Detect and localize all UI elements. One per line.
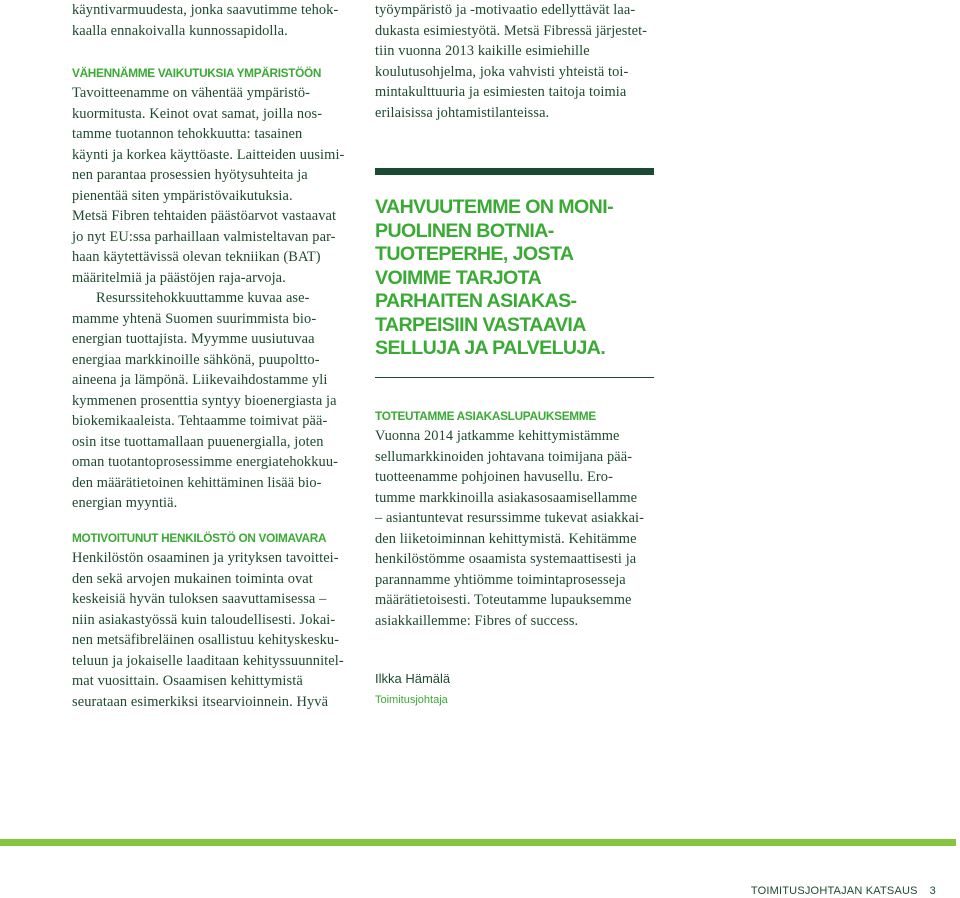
page-number: 3 [929, 885, 936, 897]
footer-bar [0, 839, 956, 846]
promise-section [375, 406, 644, 631]
text-line: tumme markkinoilla asiakasosaamisellamme [375, 489, 638, 506]
signature-block [375, 670, 450, 708]
pull-quote [375, 168, 654, 361]
pull-quote-top-rule [375, 168, 654, 175]
right-intro-paragraph [375, 0, 647, 123]
pull-quote-line: TUOTEPERHE, JOSTA [375, 243, 574, 265]
text-line: seurataan esimerkiksi itsearvioinnein. Hyvä [72, 693, 329, 710]
text-line: asiakkaillemme: Fibres of success. [375, 612, 579, 629]
pull-quote-line: SELLUJA JA PALVELUJA. [375, 337, 606, 359]
pull-quote-bottom-rule [375, 377, 654, 378]
text-line: erilaisissa johtamistilanteissa. [375, 104, 550, 121]
text-line: mintakulttuuria ja esimiesten taitoja toimia [375, 84, 627, 100]
text-line: kuormitusta. Keinot ovat samat, joilla nos- [72, 105, 323, 122]
text-line: den liiketoiminnan kehittymistä. Kehitämme [375, 530, 637, 547]
text-line: tuotteenamme pohjoinen havusellu. Ero- [375, 469, 613, 485]
text-line: nen parantaa prosessien hyötysuhteita ja [72, 167, 308, 183]
text-line: määritelmiä ja päästöjen raja-arvoja. [72, 269, 286, 286]
text-line: energiaa markkinoille sähkönä, puupoltto- [72, 351, 320, 368]
text-line: koulutusohjelma, joka vahvisti yhteistä toi- [375, 63, 629, 80]
text-line: tiin vuonna 2013 kaikille esimiehille [375, 43, 590, 59]
text-line: työympäristö ja -motivaatio edellyttävät laa- [375, 2, 636, 18]
text-line: keskeisiä hyvän tuloksen saavuttamisessa – [72, 591, 327, 607]
text-line: den määrätietoinen kehittäminen lisää bio- [72, 474, 322, 491]
environment-heading: VÄHENNÄMME VAIKUTUKSIA YMPÄRISTÖÖN [72, 66, 322, 80]
text-line: pienentää siten ympäristövaikutuksia. [72, 187, 293, 204]
text-line: energian tuottajista. Myymme uusiutuvaa [72, 331, 315, 347]
signature-title: Toimitusjohtaja [375, 694, 448, 706]
text-line: parannamme yhtiömme toimintaprosesseja [375, 571, 626, 588]
text-line: määrätietoisesti. Toteutamme lupauksemme [375, 592, 632, 608]
text-line: Henkilöstön osaaminen ja yrityksen tavoittei- [72, 550, 339, 566]
text-line: sellumarkkinoiden johtavana toimijana pää- [375, 448, 633, 465]
text-line: aineena ja lämpönä. Liikevaihdostamme yli [72, 372, 328, 388]
text-line: kymmenen prosenttia syntyy bioenergiasta ja [72, 392, 337, 409]
text-line: mamme yhtenä Suomen suurimmista bio- [72, 310, 317, 327]
text-line: käyntivarmuudesta, jonka saavutimme tehok- [72, 2, 339, 18]
text-line: Metsä Fibren tehtaiden päästöarvot vastaavat [72, 208, 337, 224]
text-line: – asiantuntevat resurssimme tukevat asiakkai- [375, 510, 645, 526]
environment-section [72, 63, 344, 514]
staff-section [72, 528, 344, 712]
text-line: oman tuotantoprosessimme energiatehokkuu- [72, 454, 339, 470]
text-line: henkilöstömme osaamista systemaattisesti ja [375, 551, 637, 567]
left-intro-paragraph [72, 0, 338, 41]
text-line: nen metsäfibreläinen osallistuu kehityskesku- [72, 632, 340, 648]
text-line: niin asiakastyössä kuin taloudellisesti. Jokai- [72, 611, 336, 628]
text-line: mat vuosittain. Osaamisen kehittymistä [72, 673, 303, 689]
pull-quote-line: PARHAITEN ASIAKAS- [375, 290, 577, 312]
text-line: dukasta esimiestyötä. Metsä Fibressä järjestet- [375, 22, 648, 39]
staff-heading: MOTIVOITUNUT HENKILÖSTÖ ON VOIMAVARA [72, 531, 327, 545]
text-line: energian myyntiä. [72, 495, 178, 511]
pull-quote-line: PUOLINEN BOTNIA- [375, 219, 554, 242]
text-line: tamme tuotannon tehokkuutta: tasainen [72, 126, 303, 142]
pull-quote-line: TARPEISIIN VASTAAVIA [375, 313, 586, 336]
text-line: jo nyt EU:ssa parhaillaan valmisteltavan par- [72, 228, 336, 245]
text-line: Resurssitehokkuuttamme kuvaa ase- [96, 290, 310, 306]
footer-section-label: TOIMITUSJOHTAJAN KATSAUS [750, 885, 918, 897]
text-line: teluun ja jokaiselle laaditaan kehityssuunnitel- [72, 652, 344, 669]
pull-quote-line: VAHVUUTEMME ON MONI- [375, 196, 613, 218]
text-line: haan käytettävissä olevan tekniikan (BAT) [72, 249, 321, 265]
signature-name: Ilkka Hämälä [375, 671, 451, 686]
promise-heading: TOTEUTAMME ASIAKASLUPAUKSEMME [375, 409, 596, 423]
text-line: osin itse tuottamallaan puuenergialla, joten [72, 433, 324, 450]
footer-label [751, 885, 936, 897]
text-line: Vuonna 2014 jatkamme kehittymistämme [375, 428, 620, 444]
pull-quote-line: VOIMME TARJOTA [375, 266, 542, 289]
text-line: biokemikaaleista. Tehtaamme toimivat pää- [72, 413, 328, 429]
text-line: käynti ja korkea käyttöaste. Laitteiden uusimi- [72, 146, 345, 163]
text-line: kaalla ennakoivalla kunnossapidolla. [72, 22, 288, 39]
text-line: Tavoitteenamme on vähentää ympäristö- [72, 85, 311, 101]
text-line: den sekä arvojen mukainen toiminta ovat [72, 570, 313, 587]
